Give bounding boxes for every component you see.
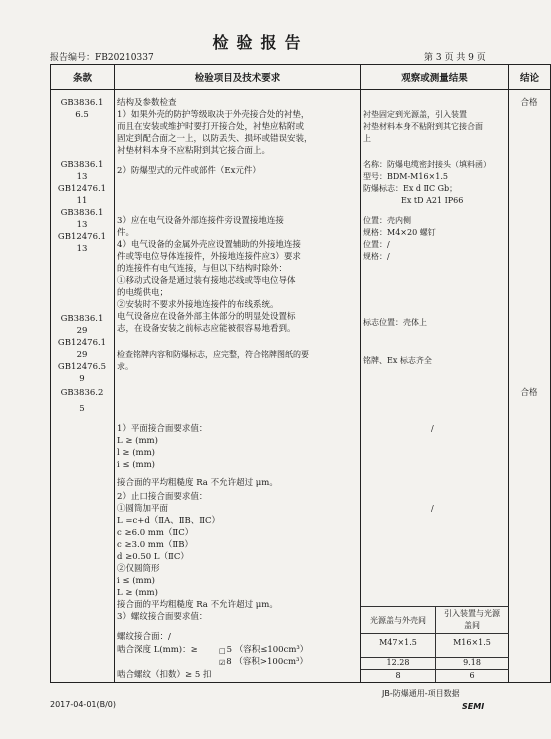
result-line: 铭牌、Ex 标志齐全 xyxy=(363,356,432,365)
header-results: 观察或测量结果 xyxy=(361,65,509,90)
result-line: 上 xyxy=(363,134,371,143)
capacity-large-option xyxy=(219,657,308,667)
clause-text: 29 xyxy=(76,326,88,336)
item-line: 啮合深度 L(mm)：≥ xyxy=(117,645,198,655)
item-line: 螺纹接合面：/ xyxy=(117,632,171,642)
item-line: L ≥ (mm) xyxy=(117,436,158,446)
item-line: L ≥ (mm) xyxy=(117,588,158,598)
item-line: ①圆筒加平面 xyxy=(117,504,169,514)
result-line: Ex tD A21 IP66 xyxy=(401,196,464,205)
item-line: 3）螺纹接合面要求值： xyxy=(117,612,208,622)
item-line: 2）止口接合面要求值： xyxy=(117,492,208,502)
thread-depth-1: 12.28 xyxy=(386,658,410,667)
conclusion-pass: 合格 xyxy=(520,98,538,108)
report-number: 报告编号：FB20210337 xyxy=(50,53,154,63)
clause-text: 13 xyxy=(76,172,88,182)
item-line: 接合面的平均粗糙度 Ra 不允许超过 μm。 xyxy=(117,600,278,610)
thread-turns-1: 8 xyxy=(395,671,401,680)
clause-text: GB3836.1 xyxy=(60,314,104,324)
item-line: d ≥0.50 L（ⅡC） xyxy=(117,552,189,562)
item-line: 而且在安装或维护时要打开接合处，衬垫应粘附或 xyxy=(117,122,305,132)
checkbox-checked-icon: ☑ xyxy=(219,659,226,667)
clause-text: 5 xyxy=(79,404,85,414)
item-line: L =c+d（ⅡA、ⅡB、ⅡC） xyxy=(117,516,221,526)
item-line: 接合面的平均粗糙度 Ra 不允许超过 μm。 xyxy=(117,478,278,488)
thread-col2-header: 引入装置与光源 xyxy=(444,609,500,618)
item-line: 衬垫材料本身不应粘附到其它接合面上。 xyxy=(117,146,271,156)
item-line: 电气设备应在设备外部主体部分的明显处设置标 xyxy=(117,312,296,322)
conclusion-column xyxy=(509,90,550,682)
clause-text: GB12476.1 xyxy=(57,338,107,348)
capacity-small-option xyxy=(219,645,308,655)
result-line: 防爆标志：Ex d ⅡC Gb； xyxy=(363,184,458,193)
result-line: 名称：防爆电缆密封接头（填料函） xyxy=(363,160,491,169)
company-logo: SEMI xyxy=(462,702,485,711)
header-conclusion: 结论 xyxy=(509,65,551,90)
clause-text: GB3836.2 xyxy=(60,388,104,398)
result-line: 位置：/ xyxy=(363,240,390,249)
item-line: 求。 xyxy=(117,362,133,371)
option-label: 8 （容积>100cm³） xyxy=(226,657,308,667)
item-line: 啮合螺纹（扣数）≥ 5 扣 xyxy=(117,670,212,680)
item-line: 件。 xyxy=(117,228,135,238)
item-line: i ≤ (mm) xyxy=(117,576,155,586)
item-line: 件或等电位导体连接件，外接地连接件应3）要求 xyxy=(117,252,301,262)
item-line: ②仅圆筒形 xyxy=(117,564,160,574)
thread-spec-1: M47×1.5 xyxy=(379,638,417,647)
item-line: ①移动式设备是通过装有接地芯线或等电位导体 xyxy=(117,276,296,286)
footer-doc-id: JB-防爆通用-项目数据 xyxy=(382,689,460,698)
inspection-table xyxy=(50,64,551,683)
item-line: c ≥3.0 mm（ⅡB） xyxy=(117,540,193,550)
clause-text: GB12476.5 xyxy=(57,362,107,372)
result-line: / xyxy=(431,504,434,513)
clause-text: GB12476.1 xyxy=(57,184,107,194)
item-line: 4）电气设备的金属外壳应设置辅助的外接地连接 xyxy=(117,240,301,250)
clause-column xyxy=(51,90,114,682)
result-line: 位置：壳内侧 xyxy=(363,216,411,225)
conclusion-pass: 合格 xyxy=(520,388,538,398)
clause-text: 29 xyxy=(76,350,88,360)
result-line: 规格：/ xyxy=(363,252,390,261)
item-line: ②安装时不要求外接地连接件的布线系统。 xyxy=(117,300,279,310)
thread-spec-2: M16×1.5 xyxy=(453,638,491,647)
clause-text: GB3836.1 xyxy=(60,160,104,170)
clause-text: 9 xyxy=(79,374,85,384)
item-line: c ≥6.0 mm（ⅡC） xyxy=(117,528,194,538)
item-line: 的电缆供电； xyxy=(117,288,169,298)
clause-text: 13 xyxy=(76,220,88,230)
clause-text: 6.5 xyxy=(75,110,89,120)
header-items: 检验项目及技术要求 xyxy=(115,65,361,90)
result-line: 型号：BDM-M16×1.5 xyxy=(363,172,448,181)
footer-date: 2017-04-01(B/0) xyxy=(50,700,117,709)
item-line: 2）防爆型式的元件或部件（Ex元件） xyxy=(117,166,261,176)
report-title: 检验报告 xyxy=(212,33,309,52)
clause-text: 13 xyxy=(76,244,88,254)
result-line: 衬垫材料本身不粘附到其它接合面 xyxy=(363,122,483,131)
clause-text: GB3836.1 xyxy=(60,208,104,218)
thread-col1-header: 光源盖与外壳间 xyxy=(370,616,426,625)
item-line: 3）应在电气设备外部连接件旁设置接地连接 xyxy=(117,216,284,226)
result-line: / xyxy=(431,424,434,433)
result-line: 标志位置：壳体上 xyxy=(363,318,427,327)
clause-text: GB3836.1 xyxy=(60,98,104,108)
item-line: 检查铭牌内容和防爆标志，应完整，符合铭牌图纸的要 xyxy=(117,350,309,359)
item-line: 结构及参数检查 xyxy=(117,98,177,108)
result-line: 规格：M4×20 螺钉 xyxy=(363,228,436,237)
thread-col2-header: 盖间 xyxy=(464,621,480,630)
item-line: 固定到配合面之一上，以防丢失、损坏或错误安装， xyxy=(117,134,313,144)
thread-turns-2: 6 xyxy=(469,671,475,680)
item-line: 志，在设备安装之前标志应能被很容易地看到。 xyxy=(117,324,296,334)
item-line: 1）平面接合面要求值： xyxy=(117,424,208,434)
results-column xyxy=(361,90,508,682)
item-line: 的连接件有电气连接，与但以下结构时除外： xyxy=(117,264,288,274)
result-line: 衬垫固定到光源盖，引入装置 xyxy=(363,110,467,119)
item-line: i ≤ (mm) xyxy=(117,460,155,470)
clause-text: 11 xyxy=(76,196,88,206)
clause-text: GB12476.1 xyxy=(57,232,107,242)
item-line: 1）如果外壳的防护等级取决于外壳接合处的衬垫， xyxy=(117,110,310,120)
header-clause: 条款 xyxy=(51,65,115,90)
checkbox-unchecked-icon: □ xyxy=(219,647,226,655)
item-line: l ≥ (mm) xyxy=(117,448,155,458)
page-info: 第 3 页 共 9 页 xyxy=(424,53,486,63)
items-column xyxy=(115,90,360,682)
thread-depth-2: 9.18 xyxy=(463,658,481,667)
option-label: 5 （容积≤100cm³） xyxy=(226,645,309,655)
